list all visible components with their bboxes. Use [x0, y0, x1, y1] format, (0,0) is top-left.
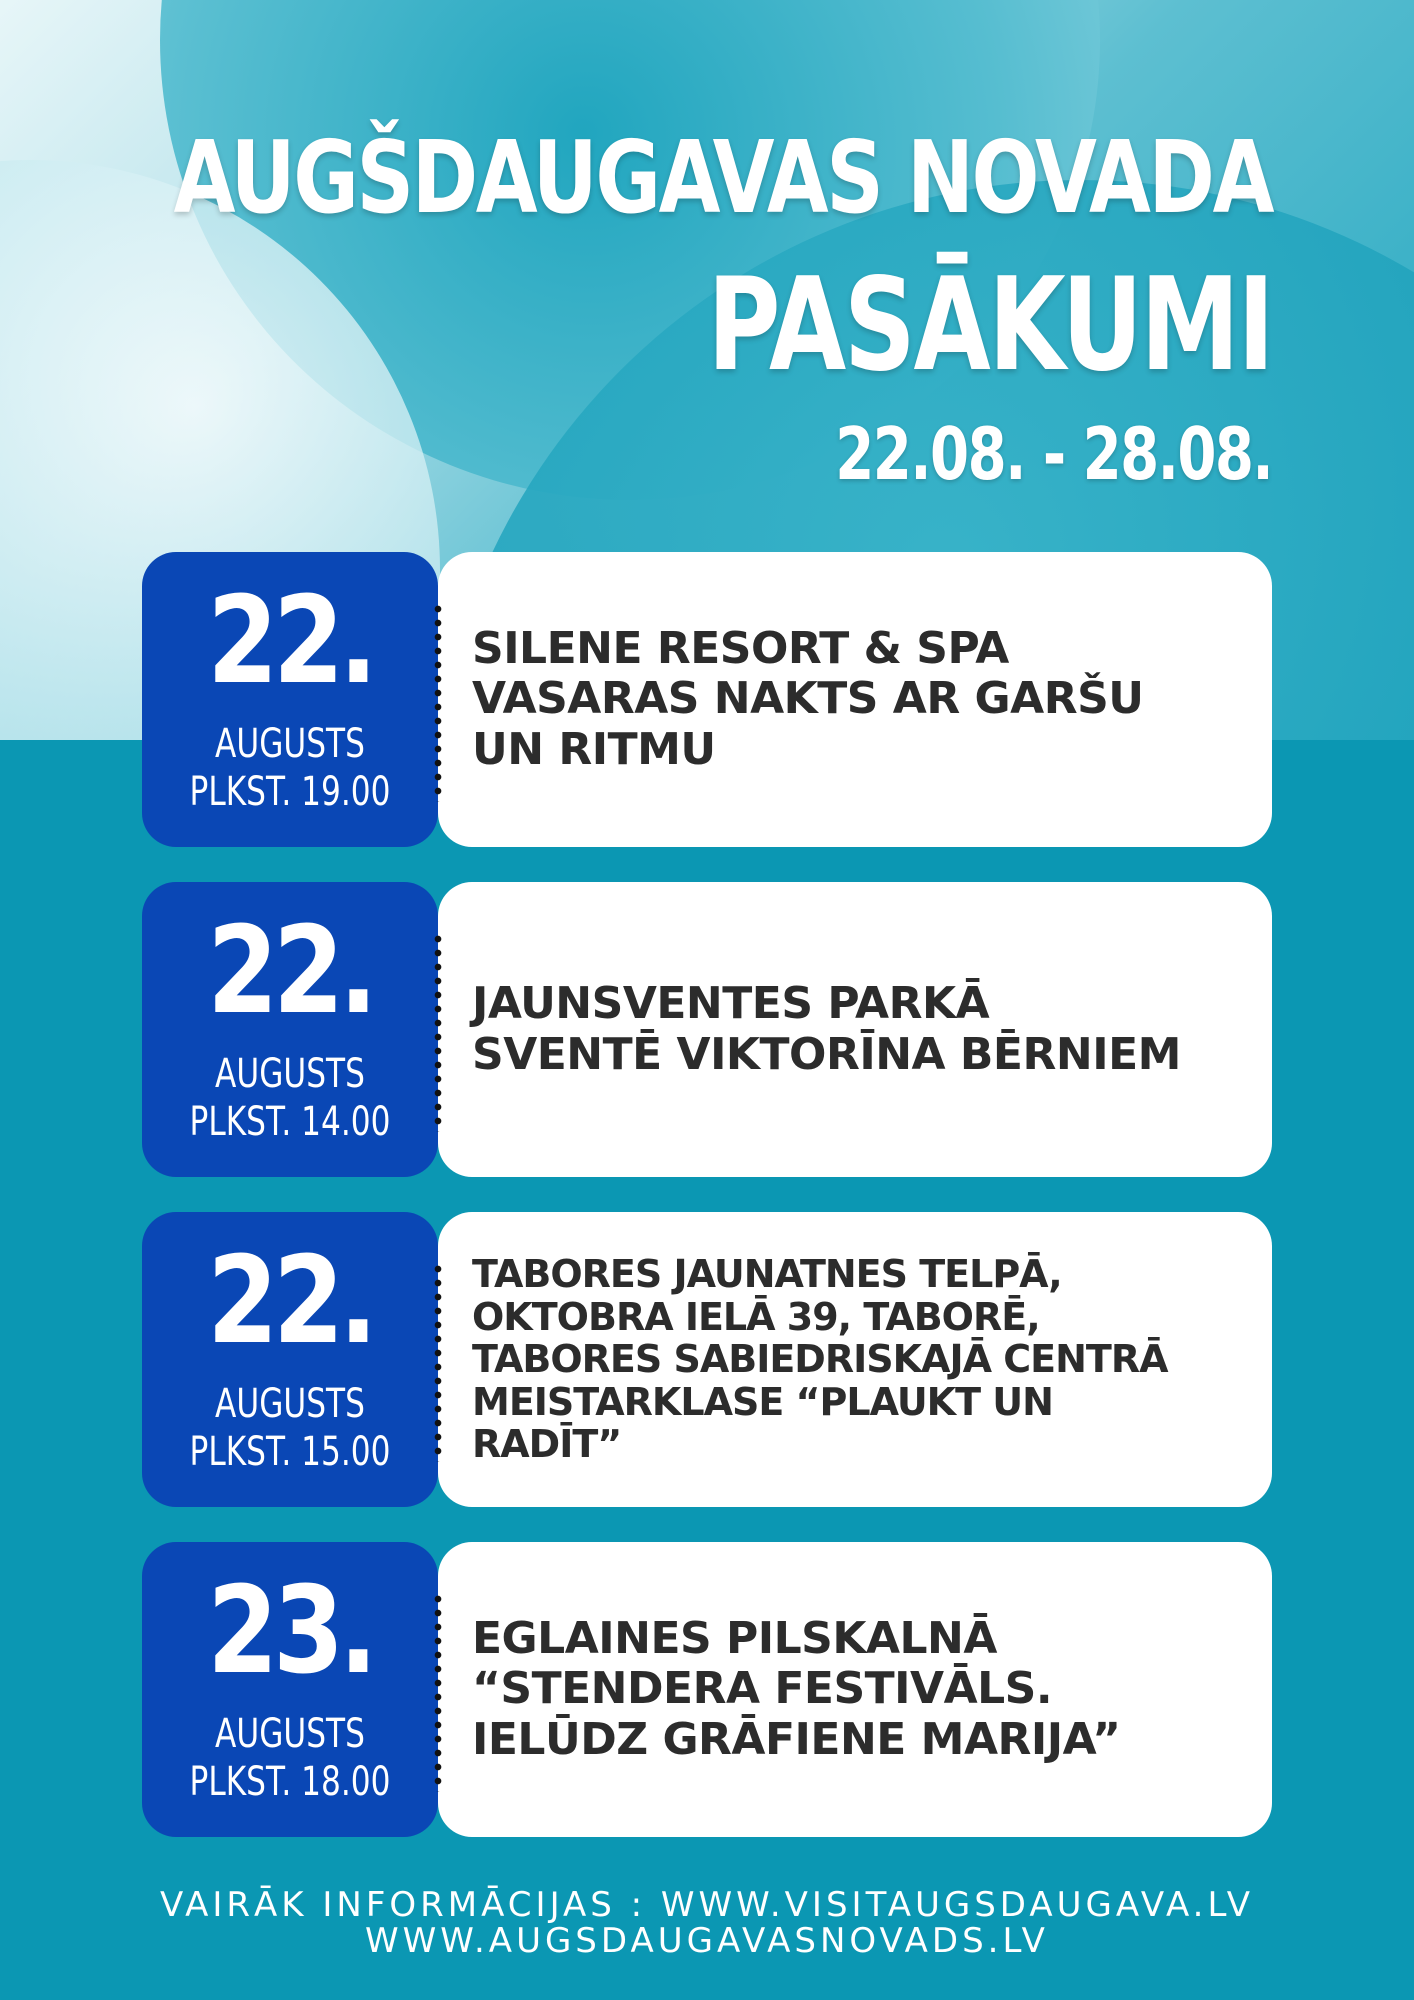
- event-time: PLKST. 14.00: [189, 1099, 391, 1145]
- dotted-divider: [432, 1262, 444, 1462]
- event-description-line: “STENDERA FESTIVĀLS.: [472, 1663, 1053, 1715]
- event-card: [142, 1542, 1272, 1837]
- event-description-line: IELŪDZ GRĀFIENE MARIJA”: [472, 1713, 1121, 1765]
- event-description: [472, 1253, 1167, 1466]
- dotted-divider: [432, 1592, 444, 1792]
- event-description-line: UN RITMU: [472, 723, 716, 775]
- event-description: [472, 624, 1144, 776]
- footer-info-line: VAIRĀK INFORMĀCIJAS : WWW.VISITAUGSDAUGAVA.LV: [160, 1885, 1254, 1925]
- event-description-line: RADĪT”: [472, 1422, 622, 1467]
- event-day: 22.: [207, 572, 373, 711]
- event-time: PLKST. 19.00: [189, 769, 391, 815]
- event-description-line: EGLAINES PILSKALNĀ: [472, 1612, 997, 1664]
- event-time: PLKST. 18.00: [189, 1759, 391, 1805]
- event-date-box: [142, 1212, 438, 1507]
- event-month: AUGUSTS: [215, 721, 365, 767]
- event-list: [142, 552, 1272, 1872]
- event-description-line: TABORES JAUNATNES TELPĀ,: [472, 1252, 1062, 1297]
- dotted-divider: [432, 932, 444, 1132]
- event-day: 22.: [207, 1232, 373, 1371]
- footer-website-line: WWW.AUGSDAUGAVASNOVADS.LV: [365, 1921, 1049, 1961]
- event-date-box: [142, 1542, 438, 1837]
- event-description-line: JAUNSVENTES PARKĀ: [472, 977, 990, 1029]
- event-info-box: [438, 1212, 1272, 1507]
- event-card: [142, 882, 1272, 1177]
- event-description-line: SVENTĒ VIKTORĪNA BĒRNIEM: [472, 1028, 1181, 1080]
- event-description: [472, 1614, 1121, 1766]
- event-info-box: [438, 552, 1272, 847]
- event-month: AUGUSTS: [215, 1711, 365, 1757]
- page-subtitle: PASĀKUMI: [707, 251, 1272, 400]
- dotted-divider: [432, 602, 444, 802]
- date-range: 22.08. - 28.08.: [835, 412, 1272, 496]
- event-info-box: [438, 1542, 1272, 1837]
- event-description-line: TABORES SABIEDRISKAJĀ CENTRĀ: [472, 1337, 1168, 1382]
- event-month: AUGUSTS: [215, 1381, 365, 1427]
- event-card: [142, 1212, 1272, 1507]
- event-description-line: VASARAS NAKTS AR GARŠU: [472, 673, 1144, 725]
- page-title: AUGŠDAUGAVAS NOVADA: [173, 119, 1272, 236]
- event-day: 22.: [207, 902, 373, 1041]
- event-time: PLKST. 15.00: [189, 1429, 391, 1475]
- event-month: AUGUSTS: [215, 1051, 365, 1097]
- event-day: 23.: [207, 1562, 373, 1701]
- event-date-box: [142, 552, 438, 847]
- event-description-line: MEISTARKLASE “PLAUKT UN: [472, 1379, 1053, 1424]
- event-card: [142, 552, 1272, 847]
- event-date-box: [142, 882, 438, 1177]
- event-info-box: [438, 882, 1272, 1177]
- event-description-line: SILENE RESORT & SPA: [472, 622, 1009, 674]
- event-description-line: OKTOBRA IELĀ 39, TABORĒ,: [472, 1294, 1040, 1339]
- event-description: [472, 979, 1181, 1080]
